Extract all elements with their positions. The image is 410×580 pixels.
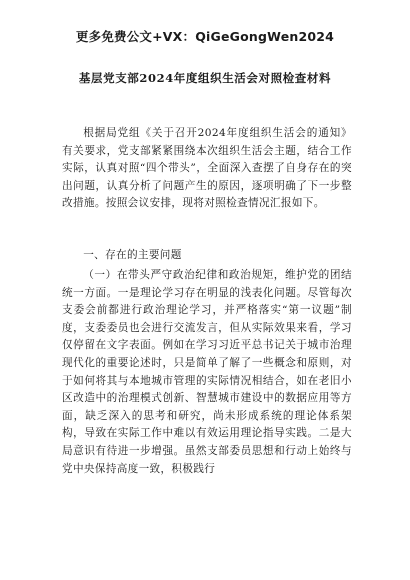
section-heading-text: 一、存在的主要问题 bbox=[83, 249, 182, 261]
section-heading bbox=[62, 247, 352, 265]
promo-banner: 更多免费公文+VX：QiGeGongWen2024 bbox=[75, 29, 335, 44]
intro-text: 根据局党组《关于召开2024年度组织生活会的通知》有关要求，党支部紧紧围绕本次组织生活会主题，结合工作实际，认真对照“四个带头”，全面深入查摆了自身存在的突出问题，认真分析了问题产生的原因，逐项明确了下一步整改措施。按照会议安排，现将对照检查情况汇报如下。 bbox=[62, 127, 352, 210]
section1-paragraph bbox=[62, 267, 352, 478]
intro-paragraph bbox=[62, 125, 352, 213]
section1-text: （一）在带头严守政治纪律和政治规矩，维护党的团结统一方面。一是理论学习存在明显的浅表化问题。尽管每次支委会前都进行政治理论学习，并严格落实“第一议题”制度，支委委员也会进行交流发言，但从实际效果来看，学习仅停留在文字表面。例如在学习习近平总书记关于城市治理现代化的重要论述时，只是简单了解了一些概念和原则，对于如何将其与本地城市管理的实际情况相结合，如在老旧小区改造中的治理模式创新、智慧城市建设中的数据应用等方面，缺乏深入的思考和研究，尚未形成系统的理论体系架构，导致在实际工作中难以有效运用理论指导实践。二是大局意识有待进一步增强。虽然支部委员思想和行动上始终与党中央保持高度一致，积极践行 bbox=[62, 269, 352, 475]
document-title: 基层党支部2024年度组织生活会对照检查材料 bbox=[78, 71, 332, 85]
